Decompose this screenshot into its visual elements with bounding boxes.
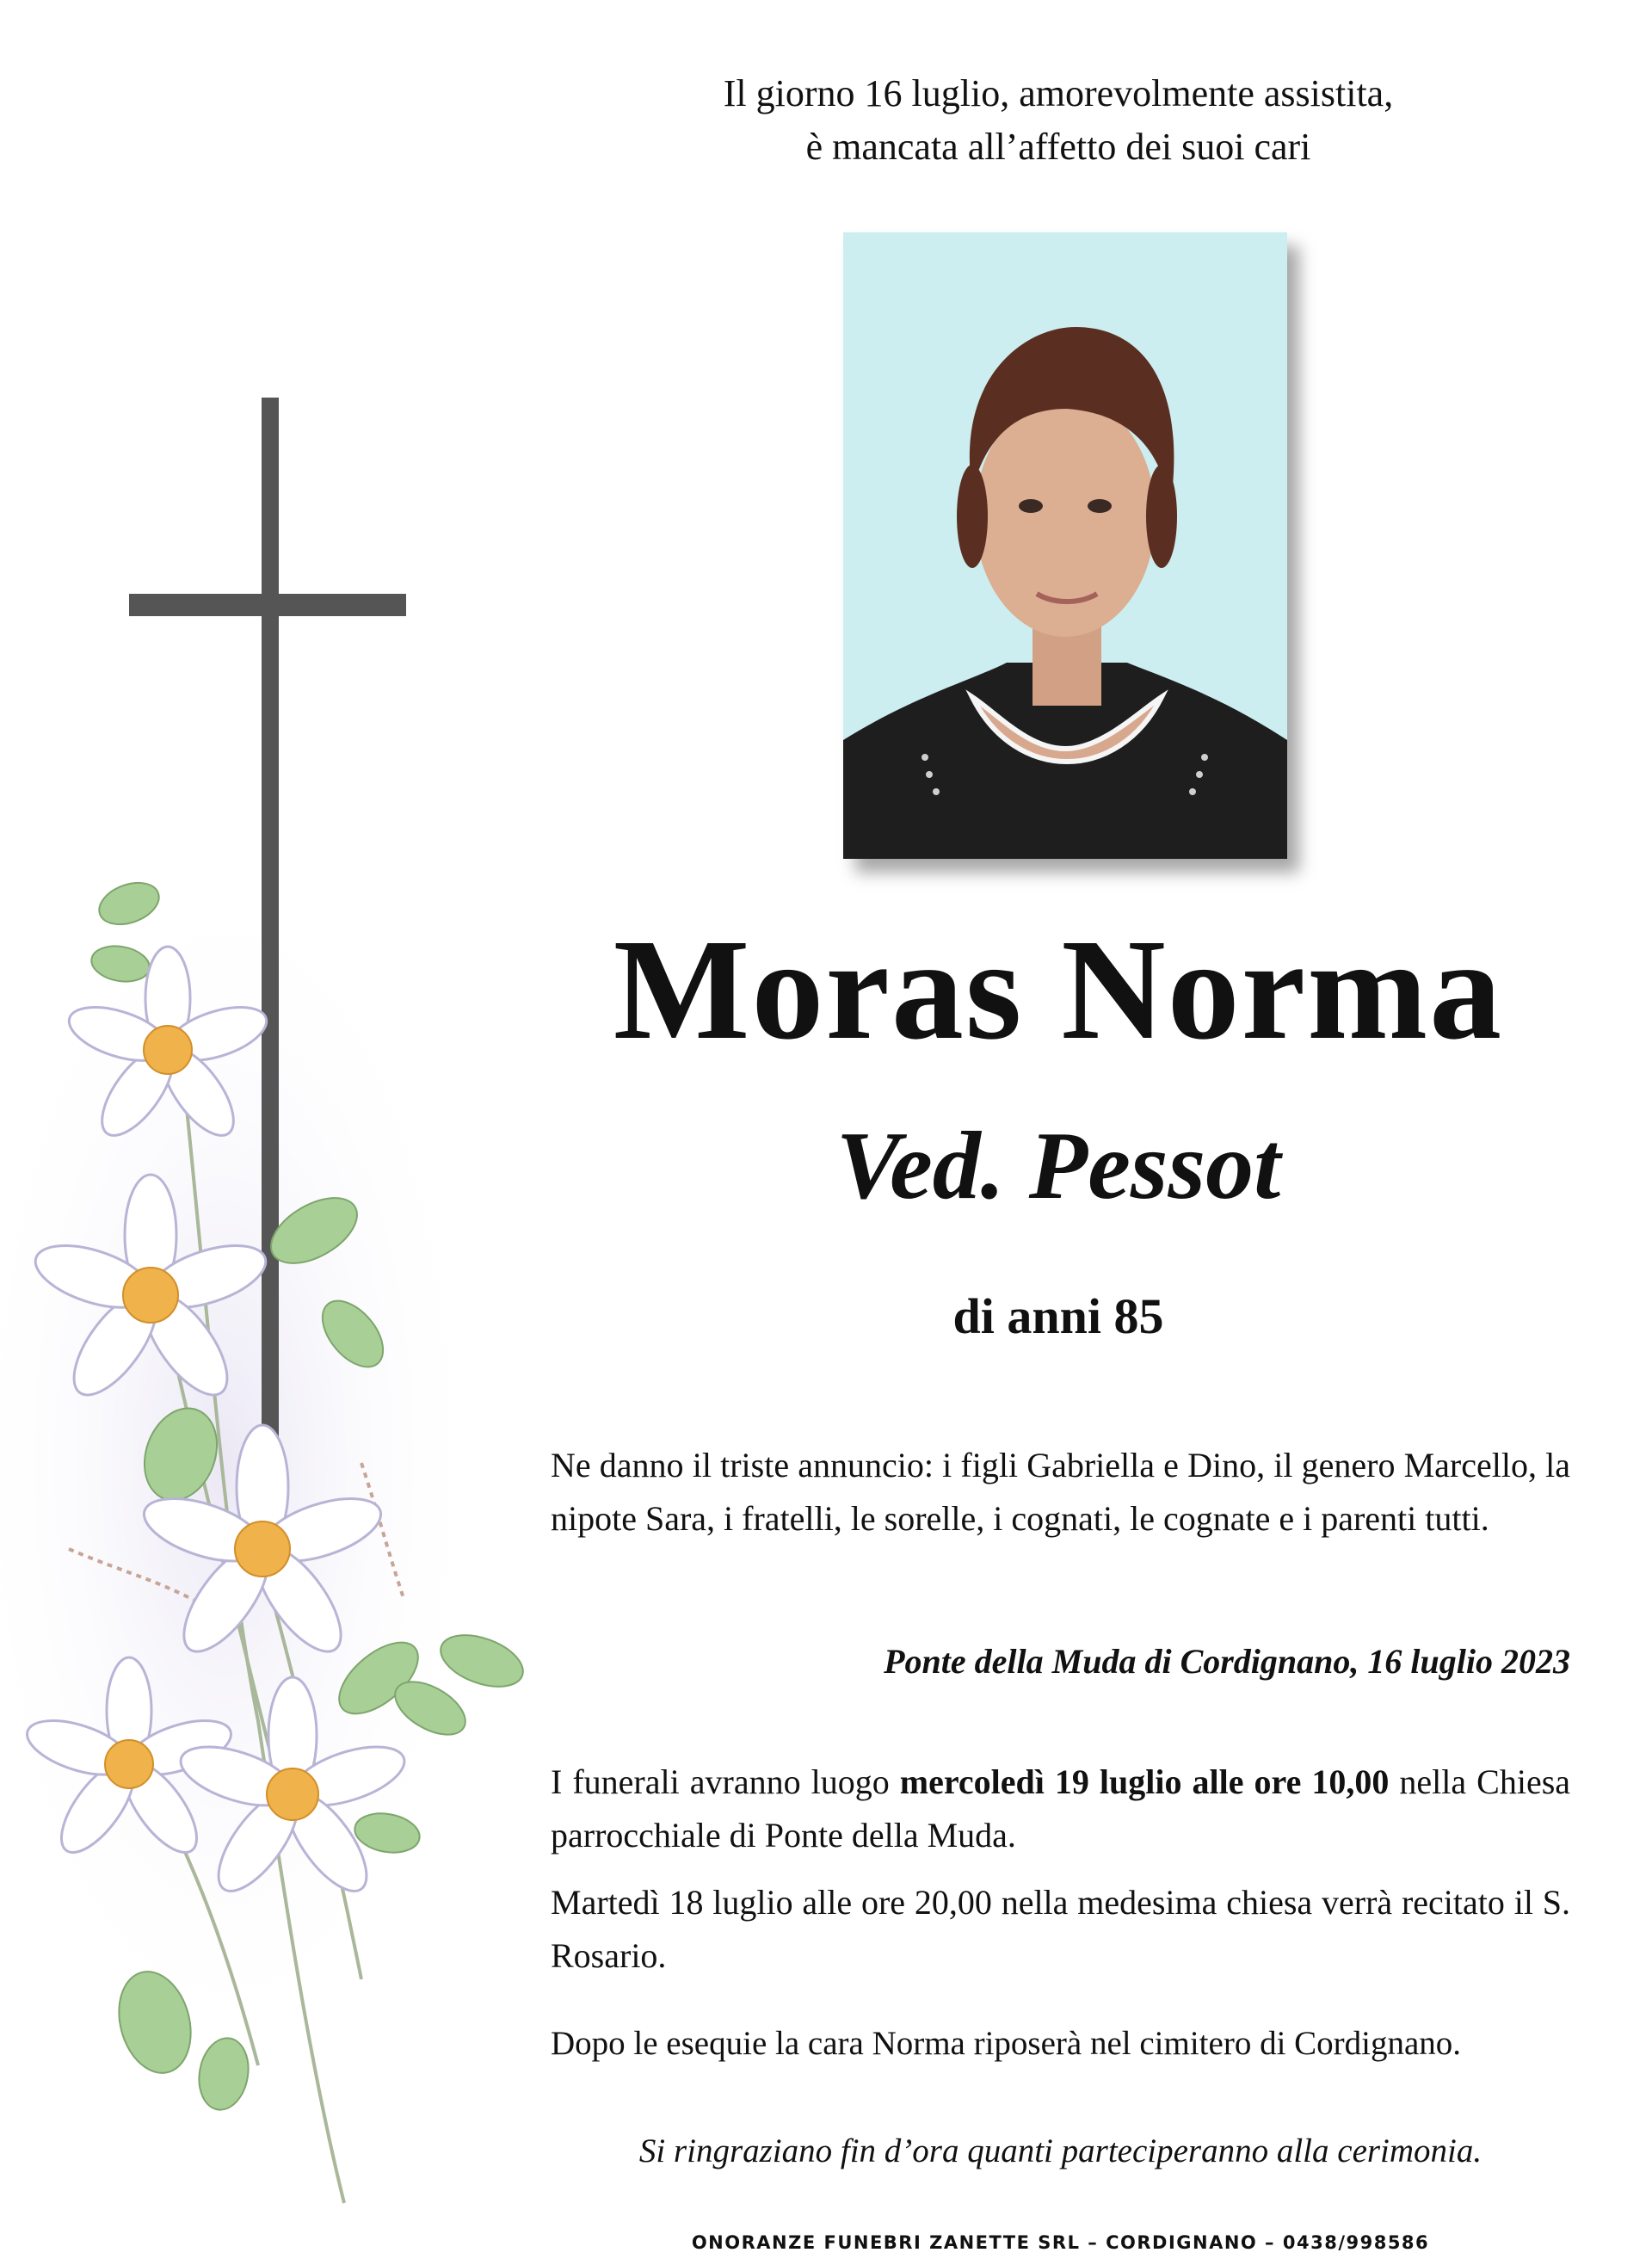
rosary-paragraph: Martedì 18 luglio alle ore 20,00 nella medesima chiesa verrà recitato il S. Rosario.	[551, 1883, 1570, 1975]
intro-text	[602, 67, 1514, 174]
intro-line-2: è mancata all’affetto dei suoi cari	[805, 126, 1311, 168]
deceased-age: di anni 85	[952, 1288, 1164, 1344]
funeral-date-time: mercoledì 19 luglio alle ore 10,00	[899, 1762, 1390, 1801]
burial-paragraph: Dopo le esequie la cara Norma riposerà nel cimitero di Cordignano.	[551, 2025, 1462, 2062]
funeral-paragraph	[551, 1756, 1570, 1862]
funeral-home-footer: ONORANZE FUNEBRI ZANETTE SRL – CORDIGNANO – 0438/998586	[691, 2232, 1430, 2253]
funeral-text-after: nella Chiesa parrocchiale di Ponte della Muda.	[551, 1762, 1571, 1855]
portrait-illustration	[843, 232, 1287, 859]
place-date: Ponte della Muda di Cordignano, 16 luglio 2023	[884, 1642, 1570, 1681]
portrait-photo	[843, 232, 1287, 859]
cross-and-flowers-illustration	[0, 0, 551, 2265]
announcement-paragraph: Ne danno il triste annuncio: i figli Gabriella e Dino, il genero Marcello, la nipote Sara, i fratelli, le sorelle, i cognati, le cognate e i parenti tutti.	[551, 1446, 1570, 1538]
funeral-text-before: I funerali avranno luogo	[551, 1762, 900, 1801]
deceased-widow-name: Ved. Pessot	[835, 1113, 1281, 1219]
thanks-text: Si ringraziano fin d’ora quanti parteciperanno alla cerimonia.	[638, 2132, 1482, 2169]
intro-line-1: Il giorno 16 luglio, amorevolmente assistita,	[723, 72, 1394, 114]
deceased-name: Moras Norma	[613, 910, 1504, 1070]
